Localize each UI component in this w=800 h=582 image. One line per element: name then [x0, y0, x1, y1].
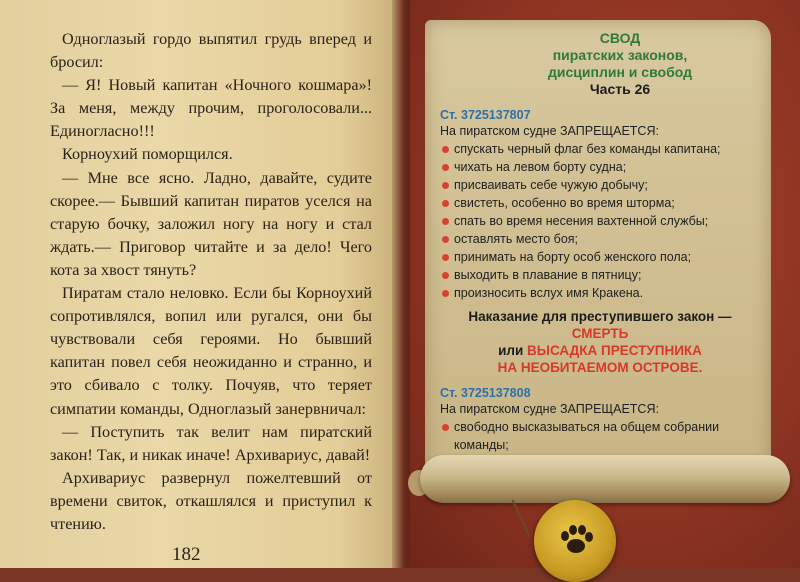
- list-item: свободно высказываться на общем собрании команды;: [440, 418, 760, 454]
- left-page-text: [50, 28, 372, 536]
- code-title: дисциплин и свобод: [548, 64, 692, 80]
- list-item: выходить в плавание в пятницу;: [440, 266, 760, 284]
- list-item: принимать на борту особ женского пола;: [440, 248, 760, 266]
- list-item: спускать черный флаг без команды капитана;: [440, 140, 760, 158]
- paragraph: — Поступить так велит нам пиратский закон! Так, и никак иначе! Архивариус, давай!: [50, 422, 372, 464]
- penalty-line: Наказание для преступившего закон —: [468, 309, 732, 324]
- penalty-island: НА НЕОБИТАЕМОМ ОСТРОВЕ.: [497, 360, 703, 375]
- article-intro: На пиратском судне ЗАПРЕЩАЕТСЯ:: [440, 124, 659, 138]
- paragraph: Одноглазый гордо выпятил грудь вперед и бросил:: [50, 30, 372, 72]
- rules-list: [440, 140, 760, 302]
- penalty-block: [440, 308, 760, 376]
- code-title: пиратских законов,: [552, 47, 688, 63]
- scroll-content: [440, 30, 760, 454]
- list-item: спать во время несения вахтенной службы;: [440, 212, 760, 230]
- paw-print-icon: [556, 520, 596, 560]
- paragraph: — Я! Новый капитан «Ночного кошмара»! За меня, между прочим, проголосовали... Единогласно!!!: [50, 76, 372, 141]
- paragraph: Корноухий поморщился.: [62, 145, 233, 164]
- code-part: Часть 26: [589, 81, 651, 97]
- article-number: Ст. 3725137807: [440, 108, 531, 122]
- list-item: свистеть, особенно во время шторма;: [440, 194, 760, 212]
- page-number: 182: [172, 544, 201, 565]
- penalty-exile: ВЫСАДКА ПРЕСТУПНИКА: [527, 343, 702, 358]
- scroll-roll: [420, 455, 790, 503]
- list-item: оставлять место боя;: [440, 230, 760, 248]
- article-intro: На пиратском судне ЗАПРЕЩАЕТСЯ:: [440, 402, 659, 416]
- code-title: СВОД: [599, 30, 641, 46]
- penalty-line: [440, 342, 760, 359]
- penalty-death: СМЕРТЬ: [571, 326, 629, 341]
- paragraph: — Мне все ясно. Ладно, давайте, судите скорее.— Бывший капитан пиратов уселся на старую бочку, заложил ногу на ногу и стал ждать.— Приговор читайте и за дело! Чего кота за хвост тянуть?: [50, 168, 372, 279]
- rules-list: [440, 418, 760, 454]
- list-item: присваивать себе чужую добычу;: [440, 176, 760, 194]
- article-number: Ст. 3725137808: [440, 386, 531, 400]
- paragraph: Пиратам стало неловко. Если бы Корноухий сопротивлялся, вопил или ругался, они бы чувствовали себя героями. Но бывший капитан повел себя неожиданно и странно, и это сбивало с толку. Почуяв, что теряет симпатии команды, Одноглазый занервничал:: [50, 284, 372, 418]
- list-item: чихать на левом борту судна;: [440, 158, 760, 176]
- list-item: произносить вслух имя Кракена.: [440, 284, 760, 302]
- penalty-or: или: [498, 343, 528, 358]
- paragraph: Архивариус развернул пожелтевший от времени свиток, откашлялся и приступил к чтению.: [50, 468, 372, 533]
